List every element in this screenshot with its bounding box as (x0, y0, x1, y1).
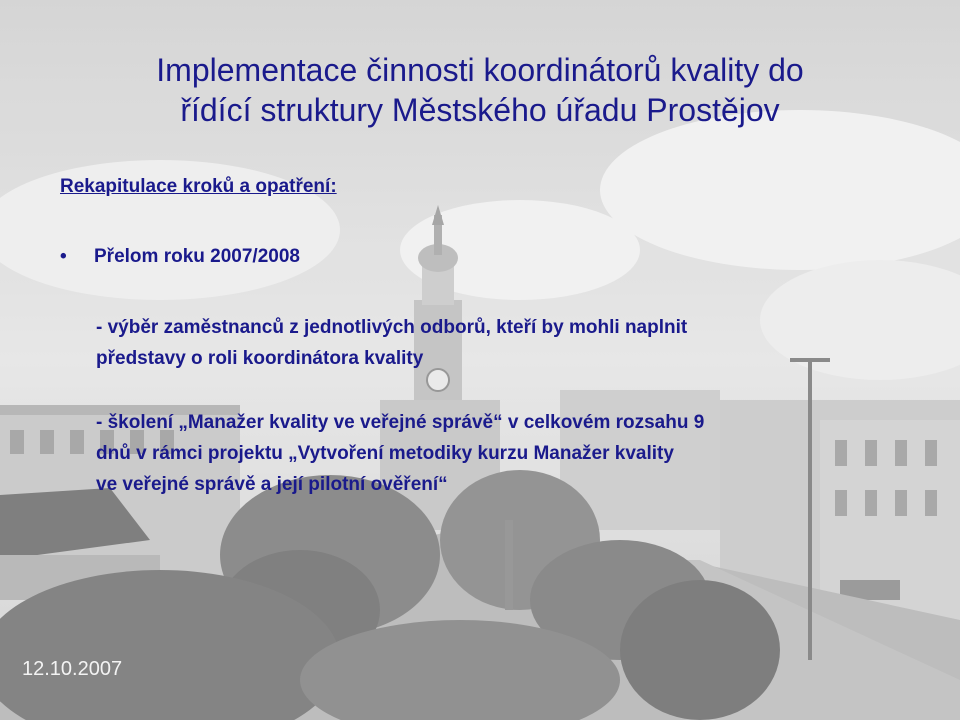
title-line-1: Implementace činnosti koordinátorů kvality do (156, 52, 804, 88)
title-line-2: řídící struktury Městského úřadu Prostějov (180, 92, 780, 128)
paragraph-line: ve veřejné správě a její pilotní ověření“ (96, 474, 448, 495)
footer-date: 12.10.2007 (22, 658, 123, 680)
bullet-dot-icon: • (60, 246, 67, 267)
paragraph-line: - výběr zaměstnanců z jednotlivých odborů, kteří by mohli naplnit (96, 317, 688, 338)
paragraph-selection (96, 312, 687, 374)
paragraph-line: - školení „Manažer kvality ve veřejné správě“ v celkovém rozsahu 9 (96, 412, 705, 433)
paragraph-line: dnů v rámci projektu „Vytvoření metodiky kurzu Manažer kvality (96, 443, 674, 464)
paragraph-line: představy o roli koordinátora kvality (96, 348, 424, 369)
bullet-text: Přelom roku 2007/2008 (94, 246, 300, 267)
section-subtitle: Rekapitulace kroků a opatření: (60, 176, 337, 197)
bullet-item (60, 246, 300, 268)
slide-title (40, 50, 920, 130)
paragraph-training (96, 407, 704, 500)
